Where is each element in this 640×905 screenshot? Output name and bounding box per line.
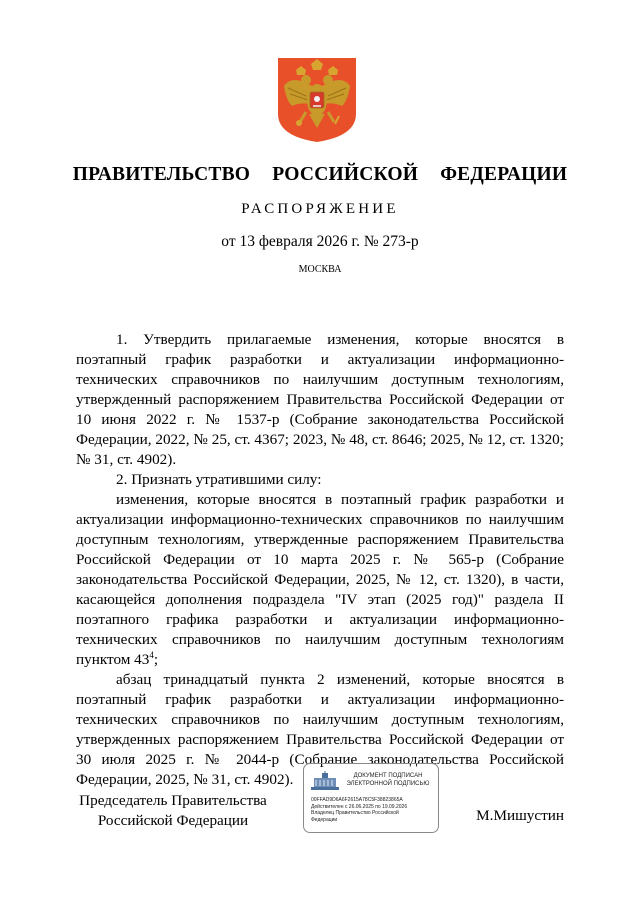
footnote-superscript: 4 [149, 649, 154, 660]
coat-of-arms-icon [276, 56, 358, 144]
signatory-name: М.Мишустин [476, 807, 564, 824]
stamp-certificate: 00FFAD9D6A6F2615A78C5F38823865A [311, 797, 403, 803]
stamp-heading-line-1: ДОКУМЕНТ ПОДПИСАН [353, 773, 423, 779]
document-date-number: от 13 февраля 2026 г. № 273-р [221, 233, 419, 250]
signatory-title-line-2: Российской Федерации [97, 812, 249, 829]
paragraph-3-text: изменения, которые вносятся в поэтапный график разработки и актуализации информационно-технических справочников по наилучшим доступным технологиям, утвержденные распоряжением Правительства Российской Федерации от 10 марта 2025 г. № 565-р (Собрание законодательства Российской Федерации, 2025, № 12, ст. 1320), в части, касающейся дополнения подраздела "IV этап (2025 год)" раздела II поэтапного графика разработки и актуализации информационно-технических справочников по наилучшим доступным технологиям пунктом 43 [76, 491, 564, 668]
signatory-title [76, 791, 270, 831]
stamp-heading [342, 772, 434, 788]
government-title: ПРАВИТЕЛЬСТВО РОССИЙСКОЙ ФЕДЕРАЦИИ [72, 164, 568, 185]
government-building-icon [310, 771, 340, 791]
stamp-owner-line-2: Федерации [311, 816, 338, 823]
stamp-owner-line-1: Владелец Правительство Российской [311, 810, 399, 817]
paragraph-3 [76, 490, 564, 670]
stamp-details [311, 797, 435, 823]
paragraph-3-end: ; [153, 651, 159, 668]
document-city: МОСКВА [298, 264, 342, 275]
electronic-signature-stamp [303, 763, 439, 833]
document-body [76, 330, 564, 790]
paragraph-1: 1. Утвердить прилагаемые изменения, которые вносятся в поэтапный график разработки и актуализации информационно-технических справочников по наилучшим доступным технологиям, утвержденный распоряжением Правительства Российской Федерации от 10 июня 2022 г. № 1537-р (Собрание законодательства Российской Федерации, 2022, № 25, ст. 4367; 2023, № 48, ст. 8646; 2025, № 12, ст. 1320; № 31, ст. 4902). [76, 331, 564, 468]
stamp-heading-line-2: ЭЛЕКТРОННОЙ ПОДПИСЬЮ [346, 781, 430, 787]
signatory-title-line-1: Председатель Правительства [79, 792, 267, 809]
document-type: РАСПОРЯЖЕНИЕ [241, 201, 399, 217]
paragraph-4: абзац тринадцатый пункта 2 изменений, которые вносятся в поэтапный график разработки и актуализации информационно-технических справочников по наилучшим доступным технологиям, утвержденных распоряжением Правительства Российской Федерации от 30 июля 2025 г. № 2044-р (Собрание законодательства Российской Федерации, 2025, № 31, ст. 4902). [76, 671, 564, 788]
stamp-validity: Действителен с 26.06.2025 по 19.09.2026 [311, 803, 408, 810]
paragraph-2: 2. Признать утратившими силу: [116, 471, 322, 488]
